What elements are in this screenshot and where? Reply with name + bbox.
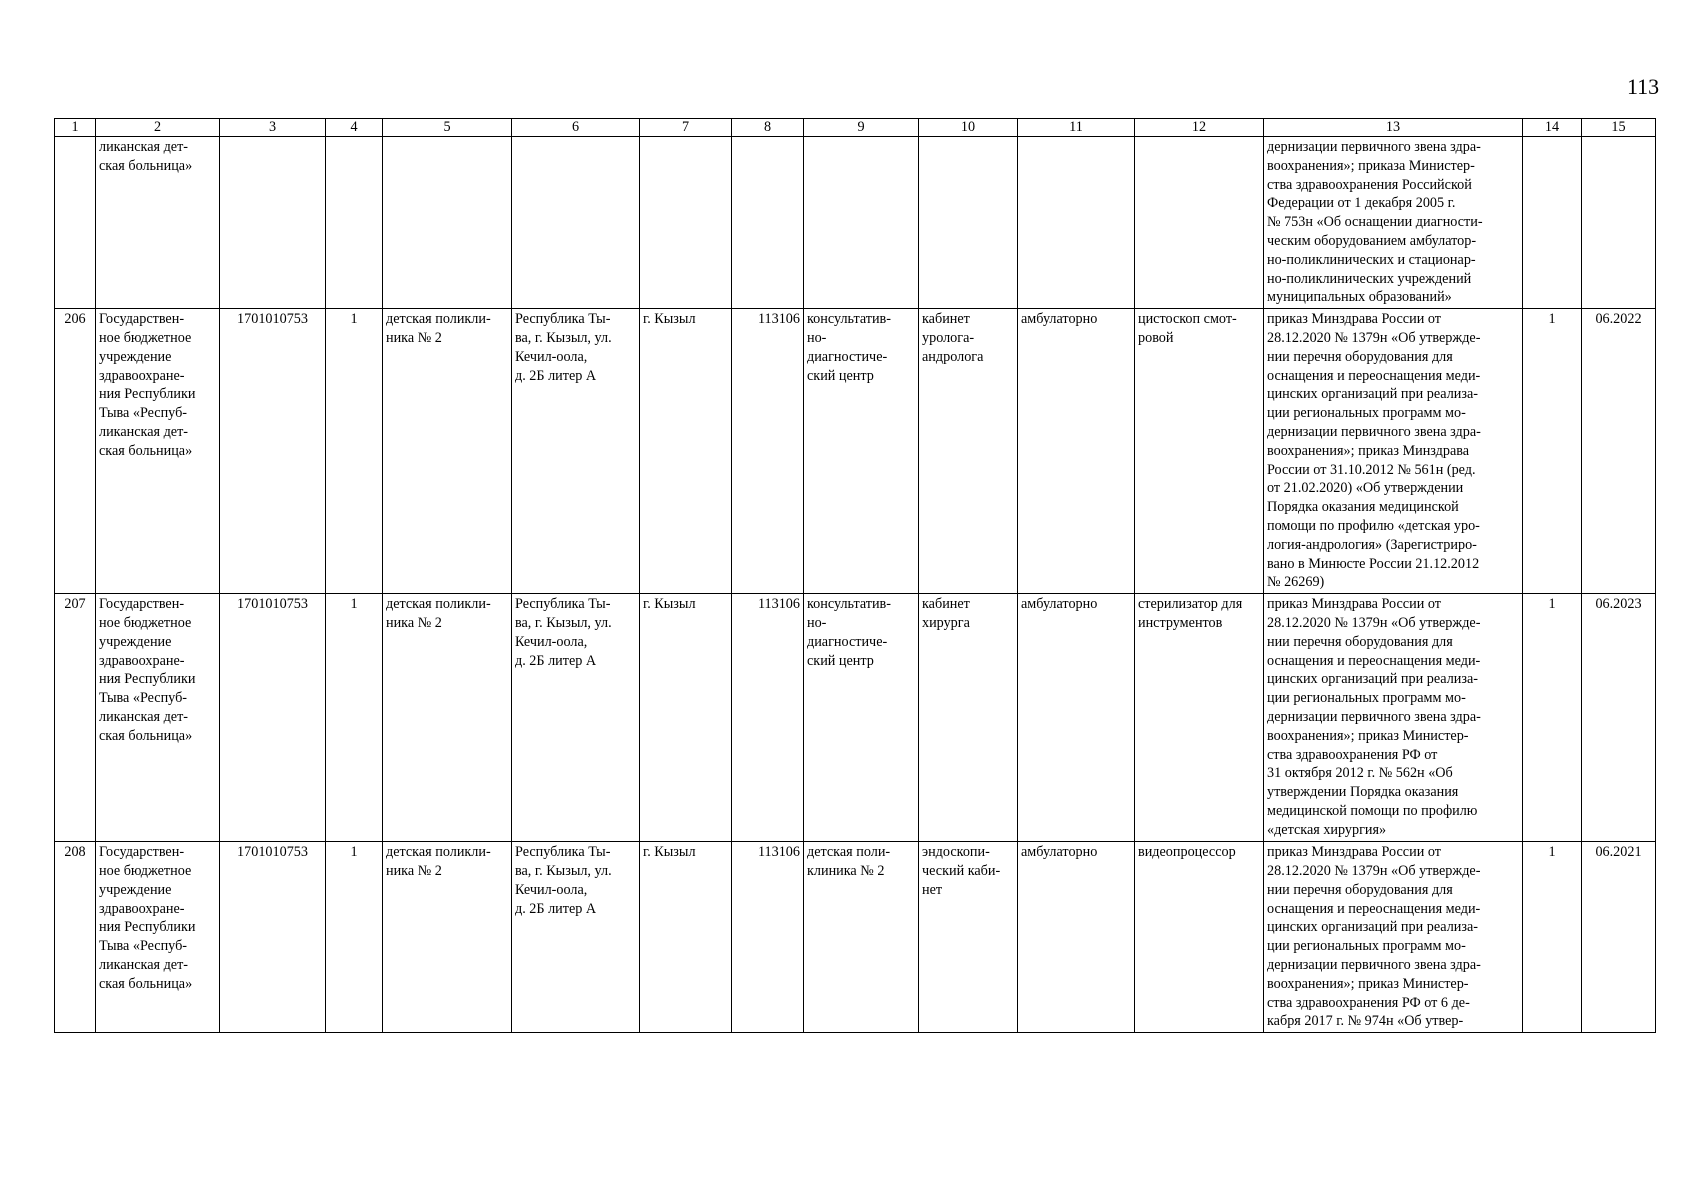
column-header: 6 [512, 119, 640, 137]
column-header: 2 [96, 119, 220, 137]
equipment-cell: стерилизатор для инструментов [1135, 594, 1264, 842]
inn-cell: 1701010753 [220, 842, 326, 1033]
page-number: 113 [1627, 74, 1660, 99]
column-header: 9 [804, 119, 919, 137]
column-header: 7 [640, 119, 732, 137]
code-cell: 113106 [732, 842, 804, 1033]
row-number: 206 [55, 309, 96, 594]
column-header: 11 [1018, 119, 1135, 137]
mode-cell: амбулаторно [1018, 842, 1135, 1033]
count-cell: 1 [326, 594, 383, 842]
unit-cell: детская поликли- ника № 2 [383, 594, 512, 842]
org-cell: ликанская дет- ская больница» [96, 137, 220, 309]
mode-cell: амбулаторно [1018, 309, 1135, 594]
room-cell: кабинет уролога- андролога [919, 309, 1018, 594]
column-header: 1 [55, 119, 96, 137]
quantity-cell: 1 [1523, 309, 1582, 594]
org-cell: Государствен- ное бюджетное учреждение здравоохране- ния Республики Тыва «Респуб- ликанская дет- ская больница» [96, 842, 220, 1033]
column-header: 14 [1523, 119, 1582, 137]
basis-cell: приказ Минздрава России от 28.12.2020 № 1379н «Об утвержде- нии перечня оборудования для оснащения и переоснащения меди- цинских организаций при реализа- ции региональных программ мо- дернизации первичного звена здра- воохранения»; приказ Минздрава России от 31.10.2012 № 561н (ред. от 21.02.2020) «Об утверждении Порядка оказания медицинской помощи по профилю «детская уро- логия-андрология» (Зарегистриро- вано в Минюсте России 21.12.2012 № 26269) [1264, 309, 1523, 594]
column-header: 8 [732, 119, 804, 137]
quantity-cell: 1 [1523, 842, 1582, 1033]
equipment-cell: цистоскоп смот- ровой [1135, 309, 1264, 594]
room-cell: эндоскопи- ческий каби- нет [919, 842, 1018, 1033]
date-cell: 06.2022 [1582, 309, 1656, 594]
mode-cell: амбулаторно [1018, 594, 1135, 842]
code-cell: 113106 [732, 309, 804, 594]
basis-cell: приказ Минздрава России от 28.12.2020 № 1379н «Об утвержде- нии перечня оборудования для оснащения и переоснащения меди- цинских организаций при реализа- ции региональных программ мо- дернизации первичного звена здра- воохранения»; приказ Министер- ства здравоохранения РФ от 31 октября 2012 г. № 562н «Об утверждении Порядка оказания медицинской помощи по профилю «детская хирургия» [1264, 594, 1523, 842]
dept-cell: детская поли- клиника № 2 [804, 842, 919, 1033]
org-cell: Государствен- ное бюджетное учреждение здравоохране- ния Республики Тыва «Респуб- ликанская дет- ская больница» [96, 309, 220, 594]
basis-cell: дернизации первичного звена здра- воохранения»; приказа Министер- ства здравоохранения Российской Федерации от 1 декабря 2005 г. № 753н «Об оснащении диагности- ческим оборудованием амбулатор- но-поликлинических и стационар- но-поликлинических учреждений муниципальных образований» [1264, 137, 1523, 309]
room-cell: кабинет хирурга [919, 594, 1018, 842]
column-header: 12 [1135, 119, 1264, 137]
equipment-cell: видеопроцессор [1135, 842, 1264, 1033]
table-row [55, 309, 1656, 594]
address-cell: Республика Ты- ва, г. Кызыл, ул. Кечил-оола, д. 2Б литер А [512, 842, 640, 1033]
table-row [55, 842, 1656, 1033]
table-row-continuation [55, 137, 1656, 309]
row-number: 207 [55, 594, 96, 842]
org-cell: Государствен- ное бюджетное учреждение здравоохране- ния Республики Тыва «Респуб- ликанская дет- ская больница» [96, 594, 220, 842]
count-cell: 1 [326, 309, 383, 594]
dept-cell: консультатив- но- диагностиче- ский центр [804, 594, 919, 842]
code-cell: 113106 [732, 594, 804, 842]
dept-cell: консультатив- но- диагностиче- ский центр [804, 309, 919, 594]
inn-cell: 1701010753 [220, 594, 326, 842]
row-number: 208 [55, 842, 96, 1033]
column-header: 5 [383, 119, 512, 137]
city-cell: г. Кызыл [640, 309, 732, 594]
date-cell: 06.2023 [1582, 594, 1656, 842]
inn-cell: 1701010753 [220, 309, 326, 594]
column-header: 13 [1264, 119, 1523, 137]
column-header: 10 [919, 119, 1018, 137]
address-cell: Республика Ты- ва, г. Кызыл, ул. Кечил-оола, д. 2Б литер А [512, 594, 640, 842]
unit-cell: детская поликли- ника № 2 [383, 842, 512, 1033]
city-cell: г. Кызыл [640, 594, 732, 842]
column-header: 15 [1582, 119, 1656, 137]
column-number-row [55, 119, 1656, 137]
count-cell: 1 [326, 842, 383, 1033]
column-header: 4 [326, 119, 383, 137]
table-row [55, 594, 1656, 842]
unit-cell: детская поликли- ника № 2 [383, 309, 512, 594]
date-cell: 06.2021 [1582, 842, 1656, 1033]
city-cell: г. Кызыл [640, 842, 732, 1033]
address-cell: Республика Ты- ва, г. Кызыл, ул. Кечил-оола, д. 2Б литер А [512, 309, 640, 594]
basis-cell: приказ Минздрава России от 28.12.2020 № 1379н «Об утвержде- нии перечня оборудования для оснащения и переоснащения меди- цинских организаций при реализа- ции региональных программ мо- дернизации первичного звена здра- воохранения»; приказ Министер- ства здравоохранения РФ от 6 де- кабря 2017 г. № 974н «Об утвер- [1264, 842, 1523, 1033]
column-header: 3 [220, 119, 326, 137]
quantity-cell: 1 [1523, 594, 1582, 842]
equipment-table [54, 118, 1656, 1033]
